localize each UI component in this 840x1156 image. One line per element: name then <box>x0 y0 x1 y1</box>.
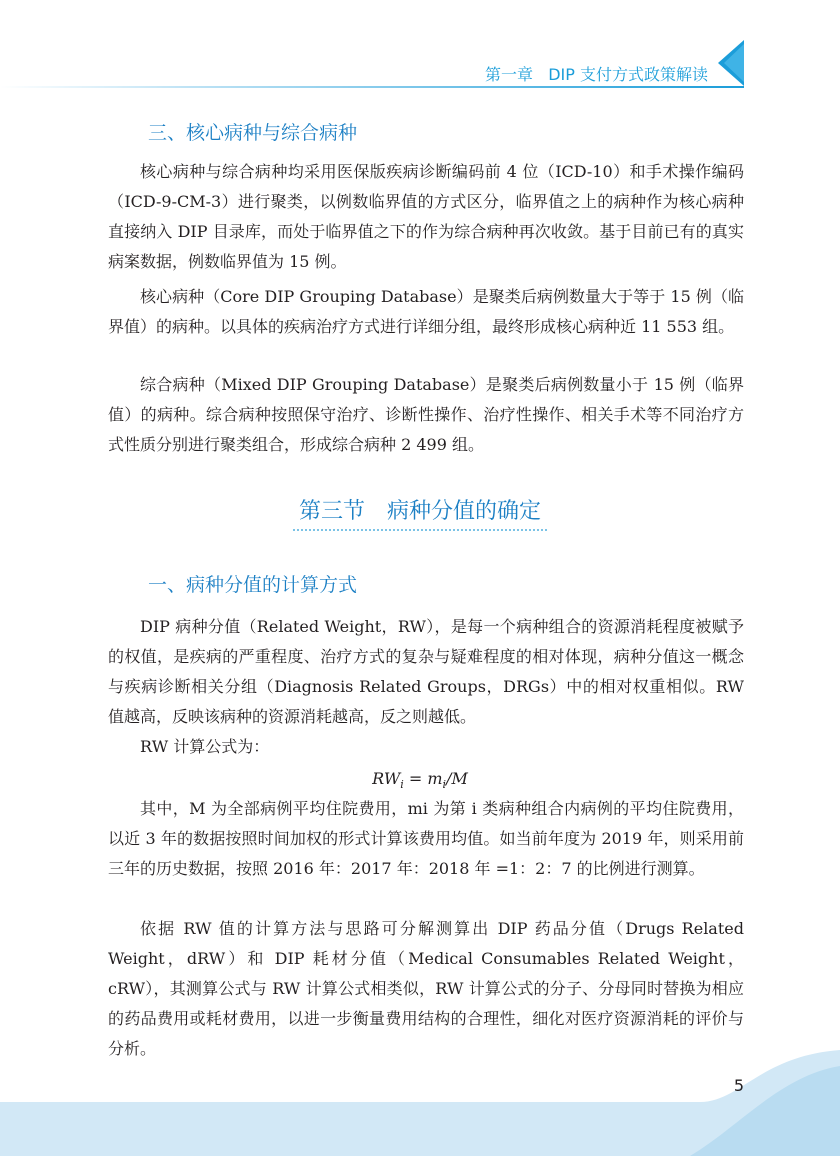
formula-lhs-sub: i <box>400 778 404 792</box>
body-paragraph: RW 计算公式为： <box>140 737 270 756</box>
section-title-text: 第三节 病种分值的确定 <box>293 494 547 531</box>
chapter-label: 第一章 <box>484 65 533 84</box>
body-paragraph: DIP 病种分值（Related Weight，RW），是每一个病种组合的资源消耗程度被赋予的权值，是疾病的严重程度、治疗方式的复杂与疑难程度的相对体现，病种分值这一概念与疾病诊断相关分组（Diagnosis Related Groups，DRGs）中的相对权重相似。RW 值越高，反映该病种的资源消耗越高，反之则越低。 <box>108 617 744 726</box>
formula-eq: = <box>403 769 428 788</box>
body-paragraph: 依据 RW 值的计算方法与思路可分解测算出 DIP 药品分值（Drugs Related Weight，dRW）和 DIP 耗材分值（Medical Consumables Related Weight，cRW），其测算公式与 RW 计算公式相类似，RW 计算公式的分子、分母同时替换为相应的药品费用或耗材费用，以进一步衡量费用结构的合理性，细化对医疗资源消耗的评价与分析。 <box>108 919 744 1058</box>
subsection-heading-calculation: 一、病种分值的计算方式 <box>148 574 358 596</box>
chapter-title: DIP 支付方式政策解读 <box>548 65 708 84</box>
running-header <box>485 62 708 85</box>
page-number: 5 <box>733 1076 744 1095</box>
body-paragraph: 核心病种与综合病种均采用医保版疾病诊断编码前 4 位（ICD-10）和手术操作编码（ICD-9-CM-3）进行聚类，以例数临界值的方式区分，临界值之上的病种作为核心病种直接纳入 DIP 目录库，而处于临界值之下的作为综合病种再次收敛。基于目前已有的真实病案数据，例数临界值为 15 例。 <box>108 162 744 271</box>
body-paragraph: 综合病种（Mixed DIP Grouping Database）是聚类后病例数量小于 15 例（临界值）的病种。综合病种按照保守治疗、诊断性操作、治疗性操作、相关手术等不同治疗方式性质分别进行聚类组合，形成综合病种 2 499 组。 <box>108 375 744 454</box>
formula-num-sub: i <box>442 778 447 792</box>
body-paragraph: 其中，M 为全部病例平均住院费用，mi 为第 i 类病种组合内病例的平均住院费用，以近 3 年的数据按照时间加权的形式计算该费用均值。如当前年度为 2019 年，则采用前三年的历史数据，按照 2016 年：2017 年：2018 年 =1：2：7 的比例进行测算。 <box>108 799 744 878</box>
section-title <box>0 494 840 531</box>
body-paragraph: 核心病种（Core DIP Grouping Database）是聚类后病例数量大于等于 15 例（临界值）的病种。以具体的疾病治疗方式进行详细分组，最终形成核心病种近 11 553 组。 <box>108 287 744 336</box>
formula-lhs: RW <box>372 769 401 788</box>
formula-num: m <box>427 769 443 788</box>
header-rule <box>0 86 744 88</box>
formula-rest: /M <box>446 769 468 788</box>
header-tab-marker-icon <box>718 40 744 86</box>
subsection-heading-core-mixed: 三、核心病种与综合病种 <box>148 122 358 144</box>
footer-wave-decoration <box>0 1046 840 1156</box>
